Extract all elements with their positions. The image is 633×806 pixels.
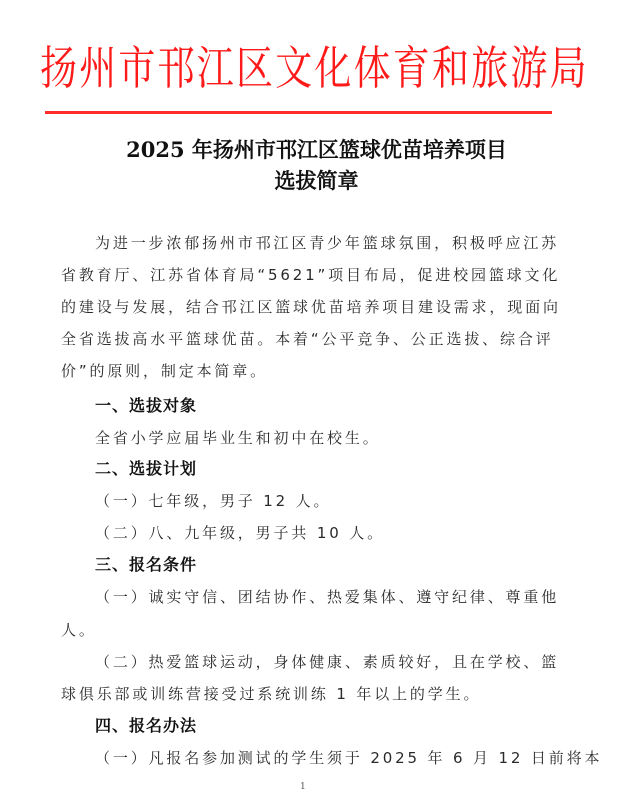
section-2-line: （二）八、九年级，男子共 10 人。 — [95, 524, 385, 542]
section-heading-2: 二、选拔计划 — [95, 459, 198, 478]
section-2-line: （一）七年级，男子 12 人。 — [95, 492, 332, 510]
section-heading-3: 三、报名条件 — [95, 555, 198, 574]
section-heading-1: 一、选拔对象 — [95, 396, 198, 415]
section-3-line: 球俱乐部或训练营接受过系统训练 1 年以上的学生。 — [61, 685, 482, 703]
section-1-line: 全省小学应届毕业生和初中在校生。 — [95, 429, 381, 447]
document-title-line2: 选拔简章 — [274, 168, 359, 193]
section-4-line: （一）凡报名参加测试的学生须于 2025 年 6 月 12 日前将本 — [95, 749, 603, 767]
section-3-line: 人。 — [61, 621, 97, 639]
intro-line: 省教育厅、江苏省体育局“5621”项目布局，促进校园篮球文化 — [61, 266, 561, 284]
section-heading-4: 四、报名办法 — [95, 716, 198, 735]
document-title-line1: 2025 年扬州市邗江区篮球优苗培养项目 — [126, 137, 507, 162]
intro-line: 为进一步浓郁扬州市邗江区青少年篮球氛围，积极呼应江苏 — [95, 234, 560, 252]
intro-line: 价”的原则，制定本简章。 — [61, 362, 268, 380]
masthead-red-rule — [45, 111, 552, 114]
intro-line: 全省选拔高水平篮球优苗。本着“公平竞争、公正选拔、综合评 — [61, 330, 554, 348]
section-3-line: （一）诚实守信、团结协作、热爱集体、遵守纪律、尊重他 — [95, 588, 560, 606]
page-number: 1 — [300, 782, 306, 792]
masthead-title: 扬州市邗江区文化体育和旅游局 — [40, 41, 589, 96]
section-3-line: （二）热爱篮球运动，身体健康、素质较好，且在学校、篮 — [95, 653, 560, 671]
intro-line: 的建设与发展，结合邗江区篮球优苗培养项目建设需求，现面向 — [61, 298, 561, 316]
